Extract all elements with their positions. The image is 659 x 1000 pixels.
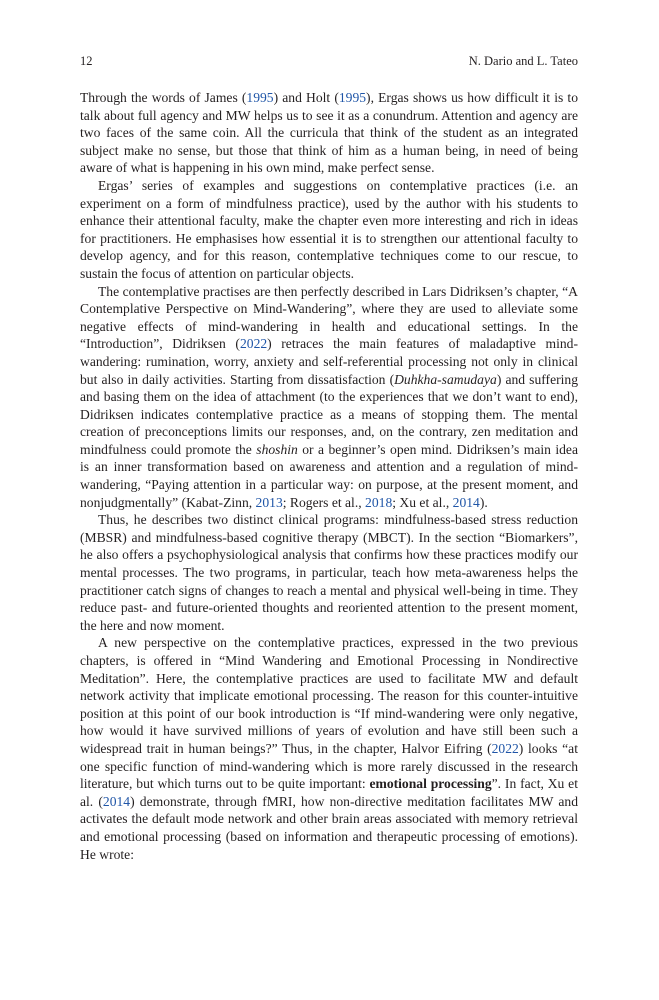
citation-link[interactable]: 2018 (365, 494, 393, 510)
citation-link[interactable]: 2022 (239, 336, 268, 352)
text-run: ) looks “at one specific function of mind-wandering which is more rarely discussed in the research literature, but which turns out to be quite important: (80, 740, 578, 792)
running-head: N. Dario and L. Tateo (468, 54, 578, 68)
citation-link[interactable]: 1995 (246, 90, 274, 105)
paragraph-2 (80, 177, 578, 283)
text-run: The contemplative practises are then perfectly described in Lars Didriksen’s chapter, “A Contemplative Perspective on Mind-Wandering”, where they are used to alleviate some negative effects of mind-wandering in health and educational settings. In the “Introduction”, Didriksen ( (80, 283, 578, 352)
paragraph-5 (80, 634, 578, 863)
bold-term: emotional processing (369, 776, 492, 792)
body-text (80, 89, 578, 863)
text-run: Ergas’ series of examples and suggestions on contemplative practices (i.e. an experiment on a form of mindfulness practice), used by the author with his students to enhance their attentional faculty, make the chapter even more interesting and rich in ideas for practitioners. He emphasises how essential it is to strengthen our attentional faculty to develop agency, and for this reason, contemplative techniques come to our rescue, to sustain the focus of attention on particular objects. (80, 177, 578, 281)
citation-link[interactable]: 2014 (452, 494, 480, 510)
page-header (80, 52, 578, 70)
text-run: or a beginner’s open mind. Didriksen’s main idea is an inner transformation based on awareness and attention and a regulation of mind-wandering, “Paying attention in a particular way: on purpose, at the present moment, and nonjudgmentally” (Kabat-Zinn, (80, 441, 578, 510)
text-run: Through the words of James ( (80, 90, 247, 105)
italic-term: shoshin (256, 441, 298, 457)
citation-link[interactable]: 2022 (491, 740, 519, 756)
text-run: ). (479, 494, 488, 510)
text-run: ; Xu et al., (392, 494, 453, 510)
text-run: A new perspective on the contemplative practices, expressed in the two previous chapters, is offered in “Mind Wandering and Emotional Processing in Nondirective Meditation”. Here, the contemplative practices are used to facilitate MW and default network activity that implicate emotional processing. The reason for this counter-intuitive position at this point of our book introduction is “If mind-wandering were only negative, how would it have survived millions of years of evolution and have still been such a widespread trait in human beings?” Thus, in the chapter, Halvor Eifring ( (80, 635, 578, 756)
citation-link[interactable]: 1995 (338, 90, 367, 105)
text-run: ) demonstrate, through fMRI, how non-directive meditation facilitates MW and activates the default mode network and other brain areas associated with memory retrieval and emotional processing (based on information and therapeutic processing of emotions). He wrote: (80, 793, 578, 862)
page-number: 12 (80, 54, 93, 68)
citation-link[interactable]: 2013 (255, 494, 283, 510)
text-run: ), Ergas shows us how difficult it is to talk about full agency and MW helps us to see it as a conundrum. Attention and agency are two faces of the same coin. All the curricula that think of the student as an integrated subject make no sense, but those that think of him as a human being, in need of being aware of what is happening in his own mind, make perfect sense. (80, 90, 578, 176)
text-run: ) and suffering and basing them on the idea of attachment (to the experiences that we don’t want to end), Didriksen indicates contemplative practice as a means of stopping them. The mental creation of preconceptions limits our responses, and, on the contrary, zen meditation and mindfulness could promote the (80, 371, 579, 457)
text-run: ) retraces the main features of maladaptive mind-wandering: rumination, worry, anxiety and self-referential processing not only in clinical but also in daily activities. Starting from dissatisfaction ( (80, 336, 578, 387)
text-run: Thus, he describes two distinct clinical programs: mindfulness-based stress reduction (MBSR) and mindfulness-based cognitive therapy (MBCT). In the section “Biomarkers”, he also offers a psychophysiological analysis that confirms how these practices modify our mental processes. The two programs, in particular, teach how meta-awareness helps the practitioner catch signs of changes to reach a mental and physical well-being in time. They reduce past- and future-oriented thoughts and reoriented attention to the present moment, the here and now moment. (80, 512, 578, 633)
paragraph-3 (80, 283, 578, 512)
italic-term: Duhkha-samudaya (394, 371, 497, 387)
paragraph-4 (80, 511, 578, 634)
paragraph-1 (80, 89, 578, 177)
text-run: ”. In fact, Xu et al. ( (80, 776, 578, 809)
text-run: ; Rogers et al., (282, 494, 366, 510)
text-run: ) and Holt ( (273, 90, 339, 105)
citation-link[interactable]: 2014 (102, 793, 131, 809)
